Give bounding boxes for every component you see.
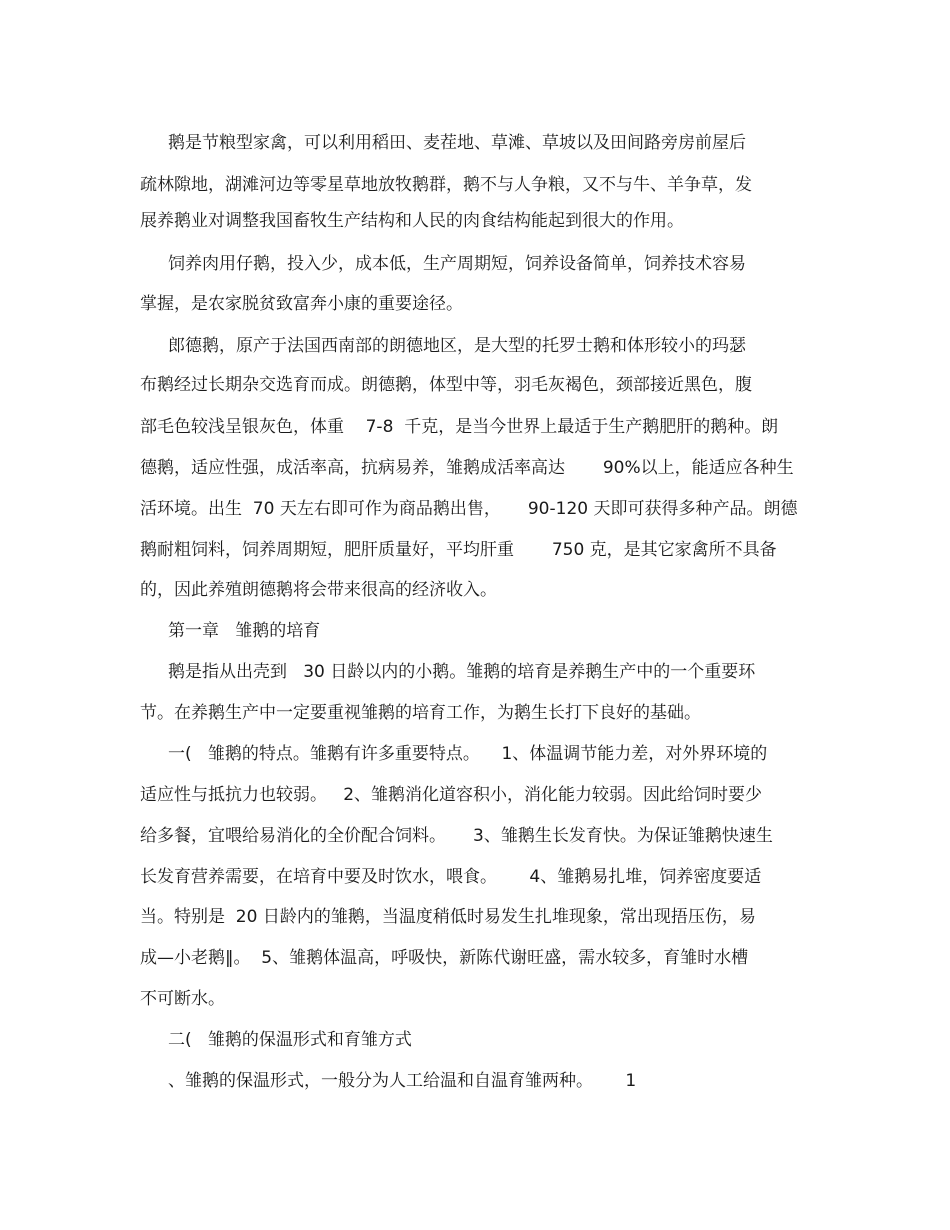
text-line: 活环境。出生 70 天左右即可作为商品鹅出售， 90-120 天即可获得多种产品。朗德 xyxy=(140,499,798,519)
text-line: 给多餐，宜喂给易消化的全价配合饲料。 3、雏鹅生长发育快。为保证雏鹅快速生 xyxy=(140,826,773,846)
text-line: 鹅是指从出壳到 30 日龄以内的小鹅。雏鹅的培育是养鹅生产中的一个重要环 xyxy=(168,662,756,682)
text-line: 、雏鹅的保温形式，一般分为人工给温和自温育雏两种。 1 xyxy=(168,1071,637,1091)
text-line: 掌握，是农家脱贫致富奔小康的重要途径。 xyxy=(140,294,463,314)
text-line: 鹅是节粮型家禽，可以利用稻田、麦茬地、草滩、草坡以及田间路旁房前屋后 xyxy=(168,133,746,153)
text-line: 部毛色较浅呈银灰色，体重 7-8 千克，是当今世界上最适于生产鹅肥肝的鹅种。朗 xyxy=(140,417,779,437)
section-heading: 二( 雏鹅的保温形式和育雏方式 xyxy=(168,1030,412,1050)
text-line: 德鹅，适应性强，成活率高，抗病易养，雏鹅成活率高达 90%以上，能适应各种生 xyxy=(140,458,794,478)
text-line: 疏林隙地，湖滩河边等零星草地放牧鹅群，鹅不与人争粮，又不与牛、羊争草，发 xyxy=(140,175,752,195)
text-line: 一( 雏鹅的特点。雏鹅有许多重要特点。 1、体温调节能力差，对外界环境的 xyxy=(168,744,768,764)
text-line: 长发育营养需要，在培育中要及时饮水，喂食。 4、雏鹅易扎堆，饲养密度要适 xyxy=(140,867,762,887)
text-line: 的，因此养殖朗德鹅将会带来很高的经济收入。 xyxy=(140,580,497,600)
text-line: 当。特别是 20 日龄内的雏鹅，当温度稍低时易发生扎堆现象，常出现捂压伤，易 xyxy=(140,907,756,927)
text-line: 节。在养鹅生产中一定要重视雏鹅的培育工作，为鹅生长打下良好的基础。 xyxy=(140,703,701,723)
section-heading: 第一章 雏鹅的培育 xyxy=(168,621,321,641)
text-line: 不可断水。 xyxy=(140,989,225,1009)
text-line: 适应性与抵抗力也较弱。 2、雏鹅消化道容积小，消化能力较弱。因此给饲时要少 xyxy=(140,785,763,805)
text-line: 展养鹅业对调整我国畜牧生产结构和人民的肉食结构能起到很大的作用。 xyxy=(140,211,684,231)
text-line: 饲养肉用仔鹅，投入少，成本低，生产周期短，饲养设备简单，饲养技术容易 xyxy=(168,254,746,274)
text-line: 郎德鹅，原产于法国西南部的朗德地区，是大型的托罗士鹅和体形较小的玛瑟 xyxy=(168,336,746,356)
text-line: 成—小老鹅‖。 5、雏鹅体温高，呼吸快，新陈代谢旺盛，需水较多，育雏时水槽 xyxy=(140,948,749,968)
text-line: 鹅耐粗饲料，饲养周期短，肥肝质量好，平均肝重 750 克，是其它家禽所不具备 xyxy=(140,540,777,560)
text-line: 布鹅经过长期杂交选育而成。朗德鹅，体型中等，羽毛灰褐色，颈部接近黑色，腹 xyxy=(140,375,752,395)
